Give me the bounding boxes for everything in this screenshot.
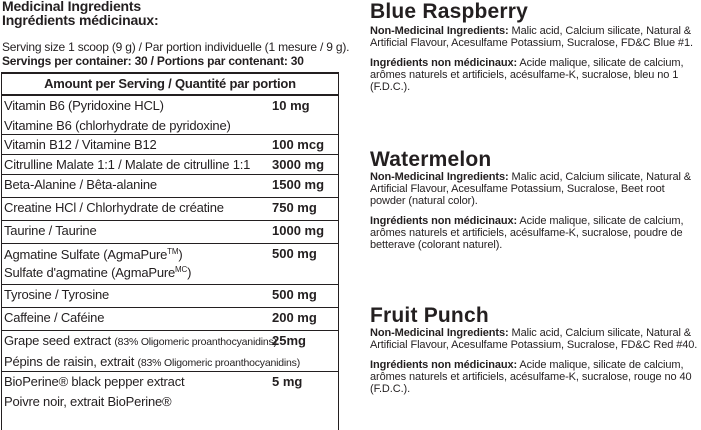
table-row — [2, 96, 338, 135]
nutrition-table — [1, 72, 339, 430]
row-name: Vitamin B6 (Pyridoxine HCL) Vitamine B6 (chlorhydrate de pyridoxine) — [4, 98, 231, 133]
row-name: Creatine HCl / Chlorhydrate de créatine — [4, 200, 224, 215]
row-name: Beta-Alanine / Bêta-alanine — [4, 177, 157, 192]
table-row — [2, 198, 338, 221]
row-amount: 3000 mg — [272, 157, 325, 172]
table-row — [2, 331, 338, 372]
table-row — [2, 308, 338, 331]
title-fr: Ingrédients médicinaux: — [2, 12, 159, 28]
row-amount: 10 mg — [272, 98, 310, 113]
flavor-name: Watermelon — [370, 148, 492, 171]
row-amount: 5 mg — [272, 374, 303, 389]
row-amount: 500 mg — [272, 287, 317, 302]
flavor-name: Blue Raspberry — [370, 0, 529, 23]
row-name: Grape seed extract (83% Oligomeric proanthocyanidins) Pépins de raisin, extrait (83% Oligomeric proanthocyanidins) — [4, 333, 300, 369]
non-medicinal-fr: Ingrédients non médicinaux: Acide malique, silicate de calcium, arômes naturels et artificiels, acésulfame-K, sucralose, bleu no 1 (F.D.C.). — [370, 57, 684, 93]
non-medicinal-fr: Ingrédients non médicinaux: Acide malique, silicate de calcium, arômes naturels et artificiels, acésulfame-K, sucralose, poudre de betterave (colorant naturel). — [370, 215, 684, 251]
row-amount: 1000 mg — [272, 223, 325, 238]
row-amount: 200 mg — [272, 310, 317, 325]
title-en: Medicinal Ingredients — [2, 0, 141, 14]
table-row — [2, 372, 338, 412]
row-name: Caffeine / Caféine — [4, 310, 105, 325]
row-name: Citrulline Malate 1:1 / Malate de citrulline 1:1 — [4, 157, 251, 172]
servings-per-container: Servings per container: 30 / Portions par contenant: 30 — [2, 54, 304, 68]
non-medicinal-en: Non-Medicinal Ingredients: Malic acid, Calcium silicate, Natural & Artificial Flavour, Acesulfame Potassium, Sucralose, FD&C Red #40. — [370, 327, 698, 351]
table-row — [2, 221, 338, 244]
table-row — [2, 135, 338, 155]
row-name: Taurine / Taurine — [4, 223, 97, 238]
non-medicinal-fr: Ingrédients non médicinaux: Acide malique, silicate de calcium, arômes naturels et artificiels, acésulfame-K, sucralose, rouge no 40 (F.D.C.). — [370, 359, 692, 395]
table-row — [2, 285, 338, 308]
table-header: Amount per Serving / Quantité par portion — [2, 74, 338, 96]
flavor-block — [370, 305, 701, 395]
row-amount: 100 mcg — [272, 137, 325, 152]
row-name: BioPerine® black pepper extract Poivre noir, extrait BioPerine® — [4, 374, 185, 409]
non-medicinal-en: Non-Medicinal Ingredients: Malic acid, Calcium silicate, Natural & Artificial Flavour, Acesulfame Potassium, Sucralose, Beet root powder (natural color). — [370, 171, 692, 207]
table-row — [2, 244, 338, 285]
flavor-name: Fruit Punch — [370, 304, 489, 327]
row-name: Vitamin B12 / Vitamine B12 — [4, 137, 157, 152]
flavor-block — [370, 149, 701, 251]
non-medicinal-en: Non-Medicinal Ingredients: Malic acid, Calcium silicate, Natural & Artificial Flavour, Acesulfame Potassium, Sucralose, FD&C Blue #1. — [370, 25, 693, 49]
row-name: Tyrosine / Tyrosine — [4, 287, 110, 302]
flavor-block — [370, 1, 701, 93]
table-row — [2, 155, 338, 175]
table-row — [2, 175, 338, 198]
row-name: Agmatine Sulfate (AgmaPure™) Sulfate d'agmatine (AgmaPure$^{MC}$) — [4, 247, 192, 280]
row-amount: 1500 mg — [272, 177, 325, 192]
row-amount: 500 mg — [272, 246, 317, 261]
row-amount: 25mg — [272, 333, 306, 348]
row-amount: 750 mg — [272, 200, 317, 215]
serving-size: Serving size 1 scoop (9 g) / Par portion individuelle (1 mesure / 9 g). — [2, 40, 350, 54]
medicinal-panel — [2, 0, 350, 68]
